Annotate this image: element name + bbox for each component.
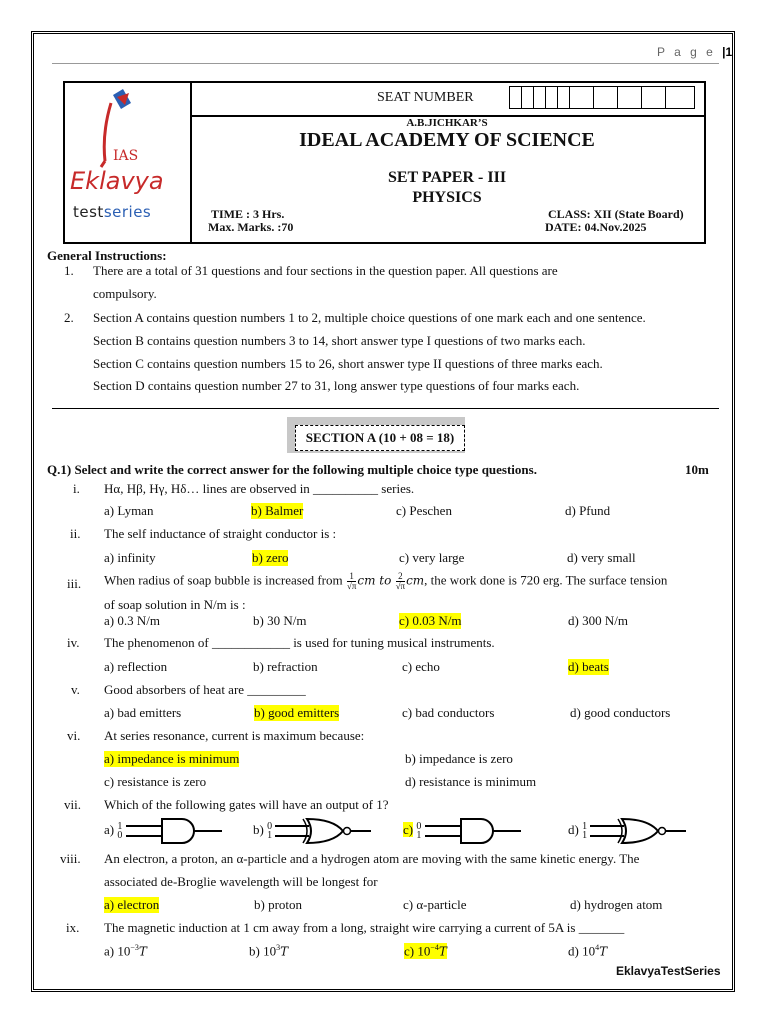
and-gate-icon (425, 818, 525, 844)
fraction-num: 2 (396, 572, 405, 582)
footer-brand: EklavyaTestSeries (616, 964, 721, 978)
question-text (104, 572, 667, 591)
question-text: The magnetic induction at 1 cm away from a long, straight wire carrying a current of 5A is _______ (104, 920, 625, 935)
seat-row (190, 83, 704, 117)
header-rule (52, 63, 719, 64)
max-marks: Max. Marks. :70 (208, 220, 294, 234)
instruction-line: Section B contains question numbers 3 to 14, short answer type I questions of two marks each. (93, 333, 586, 348)
option: d) resistance is minimum (405, 774, 537, 789)
option: b) 30 N/m (253, 613, 307, 628)
bit: 1 (582, 821, 588, 832)
logo (65, 83, 192, 242)
fraction (396, 572, 405, 591)
logo-brand: Eklavya (70, 167, 164, 195)
logo-mark (113, 119, 138, 164)
gate-inputs (117, 822, 122, 840)
logo-sub2: series (103, 203, 152, 221)
page-number (657, 45, 732, 59)
gate-inputs (267, 822, 272, 840)
date: DATE: 04.Nov.2025 (545, 220, 647, 234)
option-base: d) 10 (568, 943, 596, 959)
question-number: vi. (67, 728, 81, 743)
option-base: c) 10 (404, 943, 431, 959)
logo-sub1: test (73, 203, 104, 221)
option-base: b) 10 (249, 943, 277, 959)
question-text: An electron, a proton, an α-particle and a hydrogen atom are moving with the same kinetic energy. The (104, 851, 640, 866)
option (249, 943, 288, 959)
subject: PHYSICS (412, 189, 482, 206)
divider (52, 408, 719, 409)
class: CLASS: XII (State Board) (548, 207, 684, 221)
option: c) resistance is zero (104, 774, 207, 789)
logo-subtitle (73, 203, 151, 221)
option: c) very large (399, 550, 465, 565)
question-number: viii. (60, 851, 81, 866)
question-text: Hα, Hβ, Hγ, Hδ… lines are observed in __________ series. (104, 481, 415, 496)
question-text-part: When radius of soap bubble is increased from (104, 572, 343, 588)
option-base: a) 10 (104, 943, 131, 959)
time: TIME : 3 Hrs. (211, 207, 285, 221)
unit: T (438, 944, 447, 959)
unit-text: cm (406, 573, 425, 588)
bit: 0 (117, 830, 123, 841)
option-correct: d) beats (568, 659, 609, 674)
option: c) α-particle (403, 897, 467, 912)
question-number: i. (73, 481, 80, 496)
option-label-correct: c) (403, 821, 414, 837)
academy-title: IDEAL ACADEMY OF SCIENCE (299, 129, 595, 151)
option-correct: b) zero (252, 550, 289, 565)
gate-option-b (253, 818, 375, 844)
option: d) very small (567, 550, 636, 565)
xnor-gate-icon (590, 818, 690, 844)
question-number: v. (71, 682, 80, 697)
gate-inputs (416, 822, 421, 840)
question-text: The self inductance of straight conductor is : (104, 526, 337, 541)
question-text: Which of the following gates will have an output of 1? (104, 797, 389, 812)
option-correct: a) impedance is minimum (104, 751, 240, 766)
option: c) Peschen (396, 503, 452, 518)
question-number: ii. (70, 526, 81, 541)
gate-option-d (568, 818, 690, 844)
page-number-value: 1 (725, 45, 733, 59)
question-text: The phenomenon of ____________ is used for tuning musical instruments. (104, 635, 495, 650)
unit: T (280, 944, 289, 959)
option: a) Lyman (104, 503, 154, 518)
question-text: Good absorbers of heat are _________ (104, 682, 306, 697)
seat-cell[interactable] (546, 87, 558, 108)
bit: 1 (267, 830, 273, 841)
option: b) proton (254, 897, 303, 912)
option: d) good conductors (570, 705, 671, 720)
instruction-num: 2. (64, 310, 74, 325)
option (568, 943, 607, 959)
seat-cell[interactable] (510, 87, 522, 108)
option: d) 300 N/m (568, 613, 628, 628)
question-number: iii. (67, 576, 82, 591)
seat-cell[interactable] (558, 87, 570, 108)
seat-cell[interactable] (666, 87, 692, 108)
option: d) hydrogen atom (570, 897, 663, 912)
page-separator: | (722, 45, 726, 59)
instruction-num: 1. (64, 263, 74, 278)
bit: 1 (117, 821, 123, 832)
q1-instruction: Q.1) Select and write the correct answer for the following multiple choice type questions. (47, 462, 537, 477)
option: d) Pfund (565, 503, 611, 518)
option-correct: b) Balmer (251, 503, 304, 518)
exponent: 3 (276, 943, 281, 952)
seat-label: SEAT NUMBER (377, 90, 474, 105)
seat-cell[interactable] (642, 87, 666, 108)
fraction-den: √π (346, 581, 357, 591)
question-text: of soap solution in N/m is : (104, 597, 246, 612)
unit: T (138, 944, 147, 959)
seat-cell[interactable] (534, 87, 546, 108)
instruction-line: Section C contains question numbers 15 to 26, short answer type II questions of three marks each. (93, 356, 603, 371)
gate-inputs (582, 822, 587, 840)
question-number: ix. (66, 920, 80, 935)
seat-cell[interactable] (570, 87, 594, 108)
instruction-line: Section A contains question numbers 1 to 2, multiple choice questions of one mark each and one sentence. (93, 310, 646, 325)
section-a-title (287, 417, 465, 453)
seat-number-field[interactable] (509, 86, 695, 109)
option: a) reflection (104, 659, 168, 674)
option: a) 0.3 N/m (104, 613, 160, 628)
bit: 0 (267, 821, 273, 832)
bit: 1 (582, 830, 588, 841)
exponent: −3 (130, 943, 139, 952)
page-label: P a g e (657, 45, 716, 59)
question-number: vii. (64, 797, 81, 812)
option-label: d) (568, 821, 579, 837)
exponent: −4 (430, 943, 439, 952)
logo-mark-text: IAS (113, 148, 139, 164)
option: b) impedance is zero (405, 751, 513, 766)
fraction-num: 1 (347, 572, 356, 582)
instructions-heading: General Instructions: (47, 248, 167, 263)
option-label: a) (104, 821, 115, 837)
option-correct (404, 943, 447, 959)
header-box (63, 81, 706, 244)
option-correct: c) 0.03 N/m (399, 613, 462, 628)
fraction (347, 572, 356, 591)
seat-cell[interactable] (522, 87, 534, 108)
section-title-text: SECTION A (10 + 08 = 18) (295, 425, 465, 451)
author-line: A.B.JICHKAR’S (406, 117, 488, 129)
option: b) refraction (253, 659, 318, 674)
nand-gate-icon (126, 818, 226, 844)
option-correct: b) good emitters (254, 705, 340, 720)
unit: T (599, 944, 608, 959)
instruction-line: There are a total of 31 questions and four sections in the question paper. All questions are (93, 263, 558, 278)
instruction-line: compulsory. (93, 286, 157, 301)
question-text: associated de-Broglie wavelength will be longest for (104, 874, 378, 889)
seat-cell[interactable] (618, 87, 642, 108)
unit-text: cm to (357, 573, 392, 588)
exponent: 4 (595, 943, 600, 952)
question-number: iv. (67, 635, 80, 650)
bit: 0 (416, 821, 422, 832)
xnor-gate-icon (275, 818, 375, 844)
bit: 1 (416, 830, 422, 841)
option: a) infinity (104, 550, 156, 565)
seat-cell[interactable] (594, 87, 618, 108)
option: c) echo (402, 659, 440, 674)
question-text: At series resonance, current is maximum because: (104, 728, 365, 743)
option-correct: a) electron (104, 897, 160, 912)
q1-marks: 10m (685, 462, 709, 477)
option: c) bad conductors (402, 705, 495, 720)
fraction-den: √π (395, 581, 406, 591)
set-paper: SET PAPER - III (387, 169, 507, 186)
question-text-part: , the work done is 720 erg. The surface tension (424, 572, 668, 588)
gate-option-a (104, 818, 226, 844)
gate-option-c (403, 818, 525, 844)
option: a) bad emitters (104, 705, 182, 720)
instruction-line: Section D contains question number 27 to 31, long answer type questions of four marks each. (93, 378, 580, 393)
option-label: b) (253, 821, 264, 837)
option (104, 943, 147, 959)
